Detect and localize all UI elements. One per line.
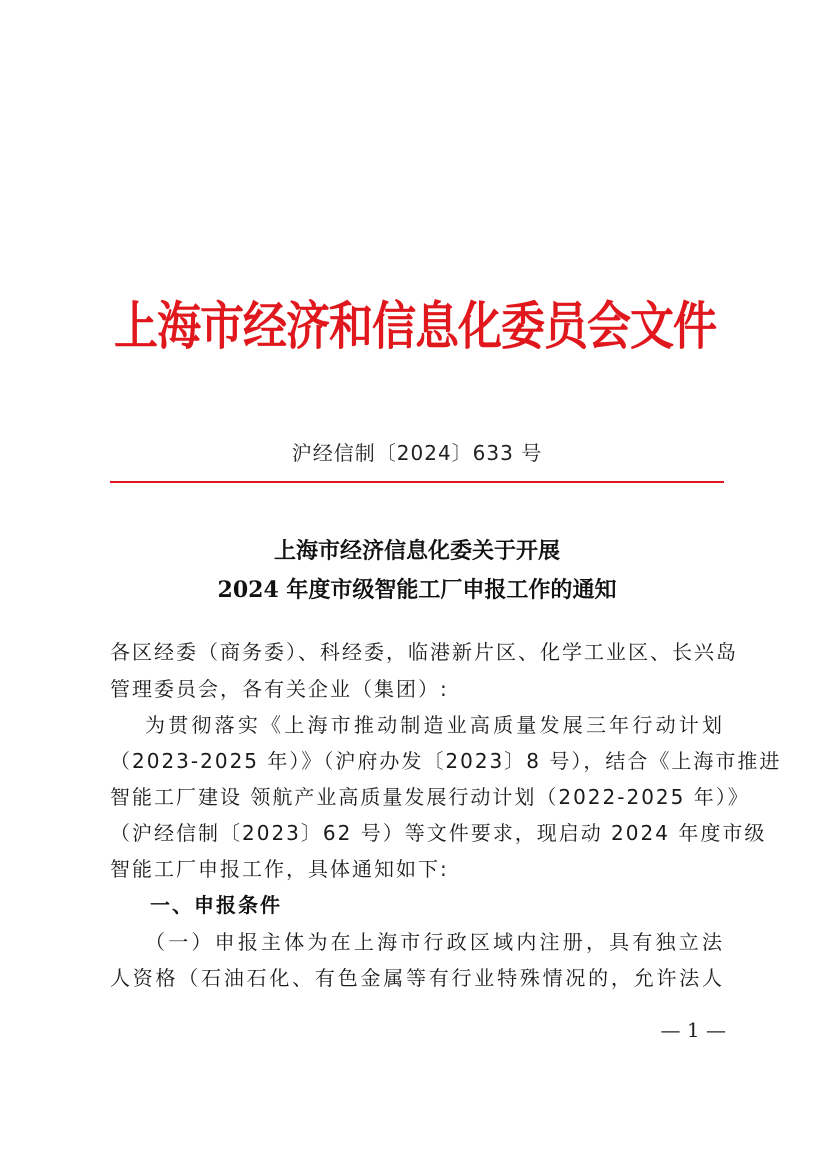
intro-line-2: （2023-2025 年）》（沪府办发〔2023〕8 号），结合《上海市推进 — [110, 749, 782, 773]
intro-line-5: 智能工厂申报工作，具体通知如下: — [110, 857, 449, 881]
intro-line-4: （沪经信制〔2023〕62 号）等文件要求，现启动 2024 年度市级 — [110, 821, 767, 845]
notice-title-line-1: 上海市经济信息化委关于开展 — [273, 538, 560, 564]
section1-item1-line-1: （一）申报主体为在上海市行政区域内注册，具有独立法 — [145, 930, 724, 954]
issuer-masthead: 上海市经济和信息化委员会文件 — [114, 296, 716, 357]
section-heading-application-conditions: 一、申报条件 — [150, 893, 282, 917]
document-number: 沪经信制〔2024〕633 号 — [291, 441, 543, 465]
intro-line-3: 智能工厂建设 领航产业高质量发展行动计划（2022-2025 年）》 — [110, 785, 750, 809]
notice-title-line-2: 2024 年度市级智能工厂申报工作的通知 — [217, 577, 617, 603]
recipients-line-2: 管理委员会，各有关企业（集团）: — [110, 677, 449, 701]
section1-item1-line-2: 人资格（石油石化、有色金属等有行业特殊情况的，允许法人 — [110, 966, 724, 990]
intro-line-1: 为贯彻落实《上海市推动制造业高质量发展三年行动计划 — [145, 713, 724, 737]
page-number: — 1 — — [660, 1018, 726, 1042]
recipients-line-1: 各区经委（商务委）、科经委，临港新片区、化学工业区、长兴岛 — [110, 640, 738, 664]
red-separator-line — [110, 481, 724, 483]
